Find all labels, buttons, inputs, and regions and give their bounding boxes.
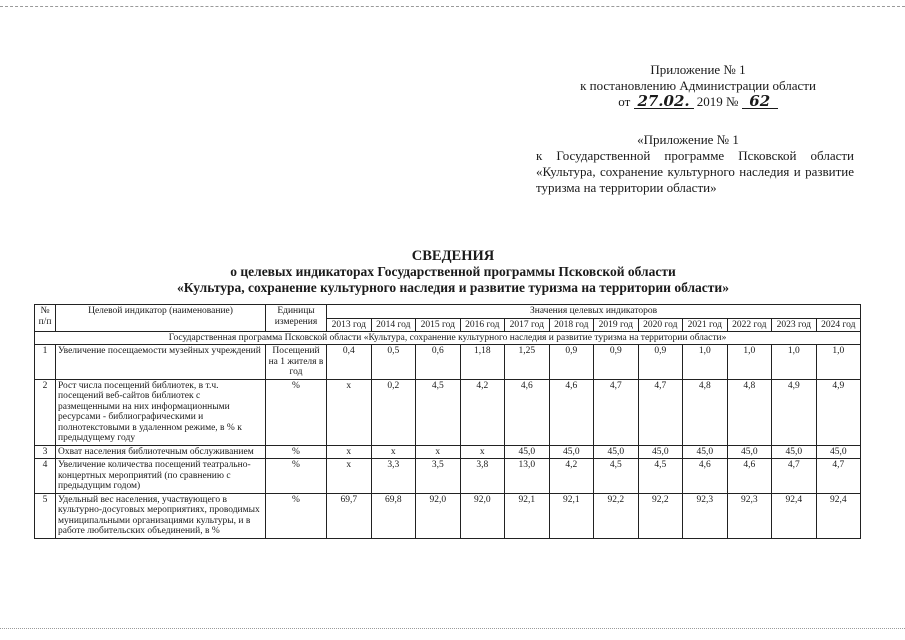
date-prefix: от — [618, 94, 631, 109]
indicator-name: Удельный вес населения, участвующего в культурно-досуговых мероприятиях, проводимых муниципальными организациями культуры, и в работе любительских объединений, в % — [56, 493, 266, 538]
header-year: 2020 год — [638, 318, 683, 331]
row-number: 3 — [35, 445, 56, 459]
header-indicator: Целевой индикатор (наименование) — [56, 305, 266, 332]
indicator-unit: % — [266, 493, 327, 538]
indicator-name: Увеличение посещаемости музейных учреждений — [56, 345, 266, 380]
indicator-value: 0,5 — [371, 345, 416, 380]
indicator-value: 4,6 — [683, 459, 728, 494]
row-number: 4 — [35, 459, 56, 494]
indicator-value: 13,0 — [505, 459, 550, 494]
table-row — [35, 493, 861, 538]
indicator-value: 45,0 — [549, 445, 594, 459]
indicator-value: 92,0 — [460, 493, 505, 538]
header-year: 2023 год — [772, 318, 817, 331]
quote-text: к Государственной программе Псковской области «Культура, сохранение культурного наследия и развитие туризма на территории области» — [536, 148, 854, 195]
indicator-value: х — [371, 445, 416, 459]
table-row — [35, 345, 861, 380]
header-year: 2016 год — [460, 318, 505, 331]
indicator-value: 1,0 — [772, 345, 817, 380]
indicator-unit: % — [266, 379, 327, 445]
header-num: № п/п — [35, 305, 56, 332]
indicator-value: 0,6 — [416, 345, 461, 380]
indicator-value: 0,9 — [594, 345, 639, 380]
scan-edge-bottom — [0, 628, 905, 629]
quote-block — [536, 132, 854, 196]
indicator-value: 0,9 — [549, 345, 594, 380]
indicator-value: 3,8 — [460, 459, 505, 494]
indicator-value: 0,2 — [371, 379, 416, 445]
indicator-value: 4,7 — [638, 379, 683, 445]
indicator-value: 69,7 — [327, 493, 372, 538]
indicator-unit: % — [266, 459, 327, 494]
indicator-value: 3,3 — [371, 459, 416, 494]
row-number: 2 — [35, 379, 56, 445]
indicator-value: 45,0 — [727, 445, 772, 459]
indicator-name: Охват населения библиотечным обслуживанием — [56, 445, 266, 459]
indicator-value: 4,9 — [772, 379, 817, 445]
indicator-value: 45,0 — [594, 445, 639, 459]
table-row — [35, 459, 861, 494]
indicator-value: 45,0 — [683, 445, 728, 459]
header-values: Значения целевых индикаторов — [327, 305, 861, 319]
indicator-value: 4,9 — [816, 379, 861, 445]
document-subtitle2: «Культура, сохранение культурного наследия и развитие туризма на территории области» — [177, 280, 729, 295]
program-row-text: Государственная программа Псковской области «Культура, сохранение культурного наследия и развитие туризма на территории области» — [35, 331, 861, 345]
indicator-value: 1,0 — [727, 345, 772, 380]
indicator-value: 4,2 — [549, 459, 594, 494]
indicator-unit: % — [266, 445, 327, 459]
indicator-value: 4,5 — [638, 459, 683, 494]
indicator-value: 4,5 — [416, 379, 461, 445]
indicator-value: 45,0 — [816, 445, 861, 459]
indicator-value: х — [416, 445, 461, 459]
appendix-date-line — [548, 94, 848, 110]
table-header-row — [35, 305, 861, 319]
header-year: 2024 год — [816, 318, 861, 331]
indicator-value: 0,4 — [327, 345, 372, 380]
year-and-no: 2019 № — [696, 94, 739, 109]
document-subtitle1: о целевых индикаторах Государственной программы Псковской области — [230, 264, 676, 279]
appendix-header — [548, 62, 848, 110]
indicator-value: 92,4 — [816, 493, 861, 538]
indicator-value: х — [327, 445, 372, 459]
indicator-value: 92,2 — [594, 493, 639, 538]
indicator-name: Рост числа посещений библиотек, в т.ч. посещений веб-сайтов библиотек с размещенными на них информационными ресурсами - библиографическими и полнотекстовыми в удаленном режиме, в % к предыдущему году — [56, 379, 266, 445]
indicator-value: 92,3 — [727, 493, 772, 538]
indicator-value: 4,6 — [549, 379, 594, 445]
indicator-value: 1,0 — [816, 345, 861, 380]
indicator-value: 92,3 — [683, 493, 728, 538]
indicator-value: х — [327, 459, 372, 494]
indicator-value: 4,7 — [594, 379, 639, 445]
indicator-value: х — [460, 445, 505, 459]
indicator-value: 45,0 — [772, 445, 817, 459]
indicator-value: 4,2 — [460, 379, 505, 445]
appendix-line1: Приложение № 1 — [650, 62, 746, 77]
scan-edge-top — [0, 6, 905, 7]
header-year: 2013 год — [327, 318, 372, 331]
header-year: 2014 год — [371, 318, 416, 331]
indicator-value: 4,7 — [816, 459, 861, 494]
indicator-value: х — [327, 379, 372, 445]
indicator-value: 92,0 — [416, 493, 461, 538]
header-unit: Единицы измерения — [266, 305, 327, 332]
table-row — [35, 445, 861, 459]
document-title: СВЕДЕНИЯ — [411, 248, 495, 264]
indicator-name: Увеличение количества посещений театрально-концертных мероприятий (по сравнению с предыдущим годом) — [56, 459, 266, 494]
indicator-value: 92,1 — [549, 493, 594, 538]
quote-title: «Приложение № 1 — [637, 132, 739, 147]
indicator-value: 4,6 — [727, 459, 772, 494]
header-year: 2015 год — [416, 318, 461, 331]
handwritten-number: 62 — [742, 94, 778, 109]
header-year: 2018 год — [549, 318, 594, 331]
header-year: 2017 год — [505, 318, 550, 331]
program-row — [35, 331, 861, 345]
indicator-value: 3,5 — [416, 459, 461, 494]
row-number: 5 — [35, 493, 56, 538]
header-year: 2022 год — [727, 318, 772, 331]
indicator-value: 45,0 — [638, 445, 683, 459]
indicator-value: 1,0 — [683, 345, 728, 380]
indicator-value: 4,8 — [683, 379, 728, 445]
indicator-value: 4,5 — [594, 459, 639, 494]
header-year: 2021 год — [683, 318, 728, 331]
document-title-block — [40, 248, 866, 296]
indicator-value: 92,2 — [638, 493, 683, 538]
indicator-value: 4,7 — [772, 459, 817, 494]
indicator-unit: Посещений на 1 жителя в год — [266, 345, 327, 380]
indicators-table — [34, 304, 861, 539]
indicator-value: 69,8 — [371, 493, 416, 538]
indicator-value: 4,6 — [505, 379, 550, 445]
appendix-line2: к постановлению Администрации области — [580, 78, 816, 93]
indicator-value: 92,4 — [772, 493, 817, 538]
table-row — [35, 379, 861, 445]
indicator-value: 1,25 — [505, 345, 550, 380]
handwritten-date: 27.02. — [634, 94, 694, 109]
row-number: 1 — [35, 345, 56, 380]
indicator-value: 0,9 — [638, 345, 683, 380]
indicator-value: 45,0 — [505, 445, 550, 459]
header-year: 2019 год — [594, 318, 639, 331]
indicator-value: 92,1 — [505, 493, 550, 538]
indicator-value: 4,8 — [727, 379, 772, 445]
indicator-value: 1,18 — [460, 345, 505, 380]
